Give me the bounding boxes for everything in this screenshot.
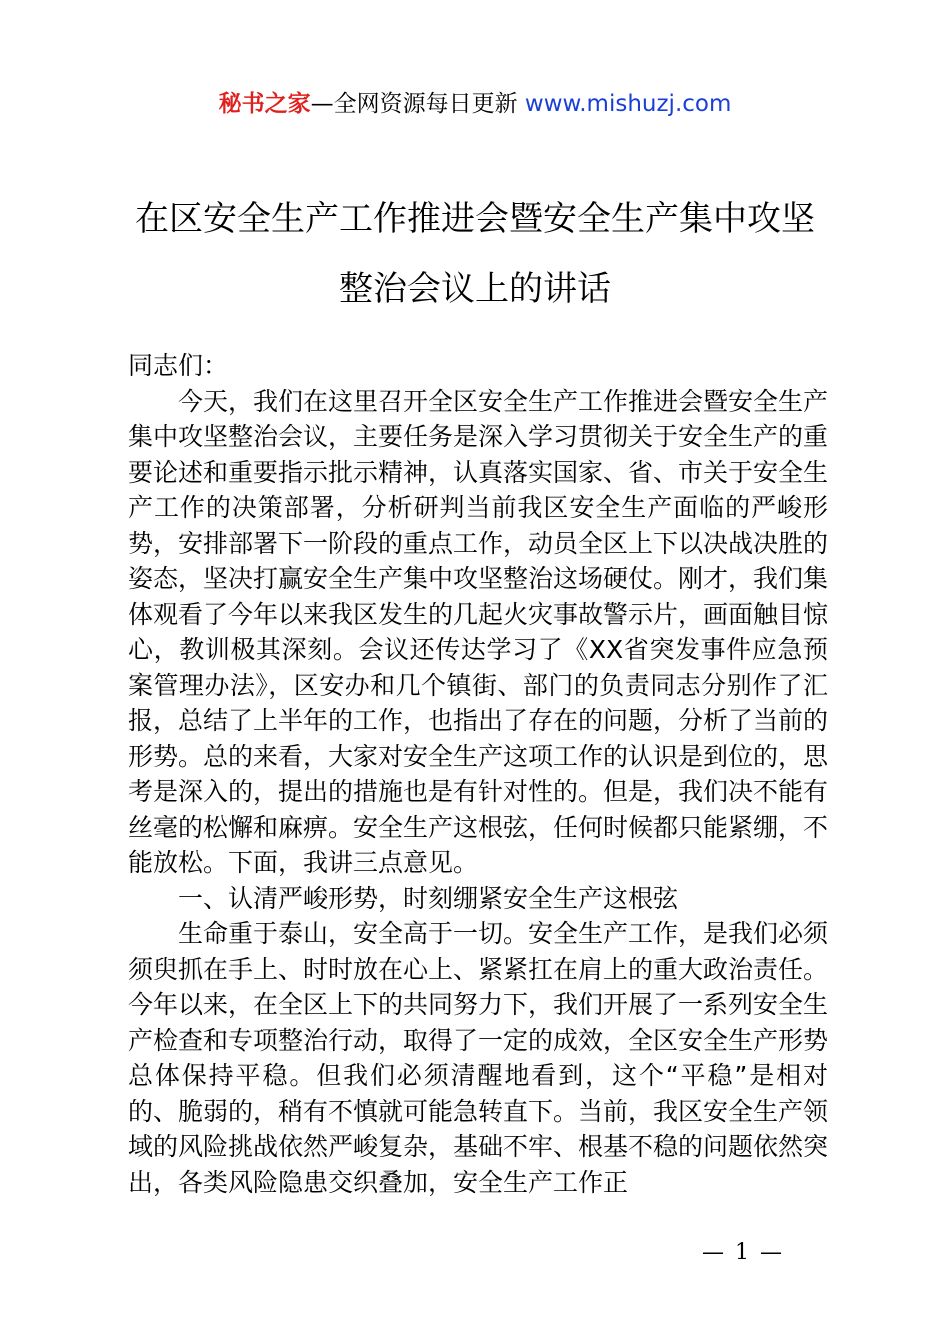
site-url[interactable]: www.mishuzj.com (524, 91, 732, 117)
salutation: 同志们： (128, 351, 229, 380)
title-line-1: 在区安全生产工作推进会暨安全生产集中攻坚 (135, 199, 815, 239)
paragraph-intro: 今天，我们在这里召开全区安全生产工作推进会暨安全生产集中攻坚整治会议，主要任务是深入学习贯彻关于安全生产的重要论述和重要指示批示精神，认真落实国家、省、市关于安全生产工作的决策部署，分析研判当前我区安全生产面临的严峻形势，安排部署下一阶段的重点工作，动员全区上下以决战决胜的姿态，坚决打赢安全生产集中攻坚整治这场硬仗。刚才，我们集体观看了今年以来我区发生的几起火灾事故警示片，画面触目惊心，教训极其深刻。会议还传达学习了《XX省突发事件应急预案管理办法》，区安办和几个镇街、部门的负责同志分别作了汇报，总结了上半年的工作，也指出了存在的问题，分析了当前的形势。总的来看，大家对安全生产这项工作的认识是到位的，思考是深入的，提出的措施也是有针对性的。但是，我们决不能有丝毫的松懈和麻痹。安全生产这根弦，任何时候都只能紧绷，不能放松。下面，我讲三点意见。 (128, 386, 829, 877)
document-title (100, 184, 850, 324)
page-number: — 1 — (702, 1240, 784, 1265)
site-header (0, 84, 950, 124)
section-heading-1: 一、认清严峻形势，时刻绷紧安全生产这根弦 (178, 883, 679, 913)
document-body (128, 348, 828, 1200)
site-tagline: —全网资源每日更新 (310, 91, 518, 117)
site-brand: 秘书之家 (218, 91, 311, 117)
paragraph-section-1: 生命重于泰山，安全高于一切。安全生产工作，是我们必须须臾抓在手上、时时放在心上、紧紧扛在肩上的重大政治责任。今年以来，在全区上下的共同努力下，我们开展了一系列安全生产检查和专项整治行动，取得了一定的成效，全区安全生产形势总体保持平稳。但我们必须清醒地看到，这个“平稳”是相对的、脆弱的，稍有不慎就可能急转直下。当前，我区安全生产领域的风险挑战依然严峻复杂，基础不牢、根基不稳的问题依然突出，各类风险隐患交织叠加，安全生产工作正 (128, 919, 829, 1197)
title-line-2: 整治会议上的讲话 (339, 269, 611, 309)
